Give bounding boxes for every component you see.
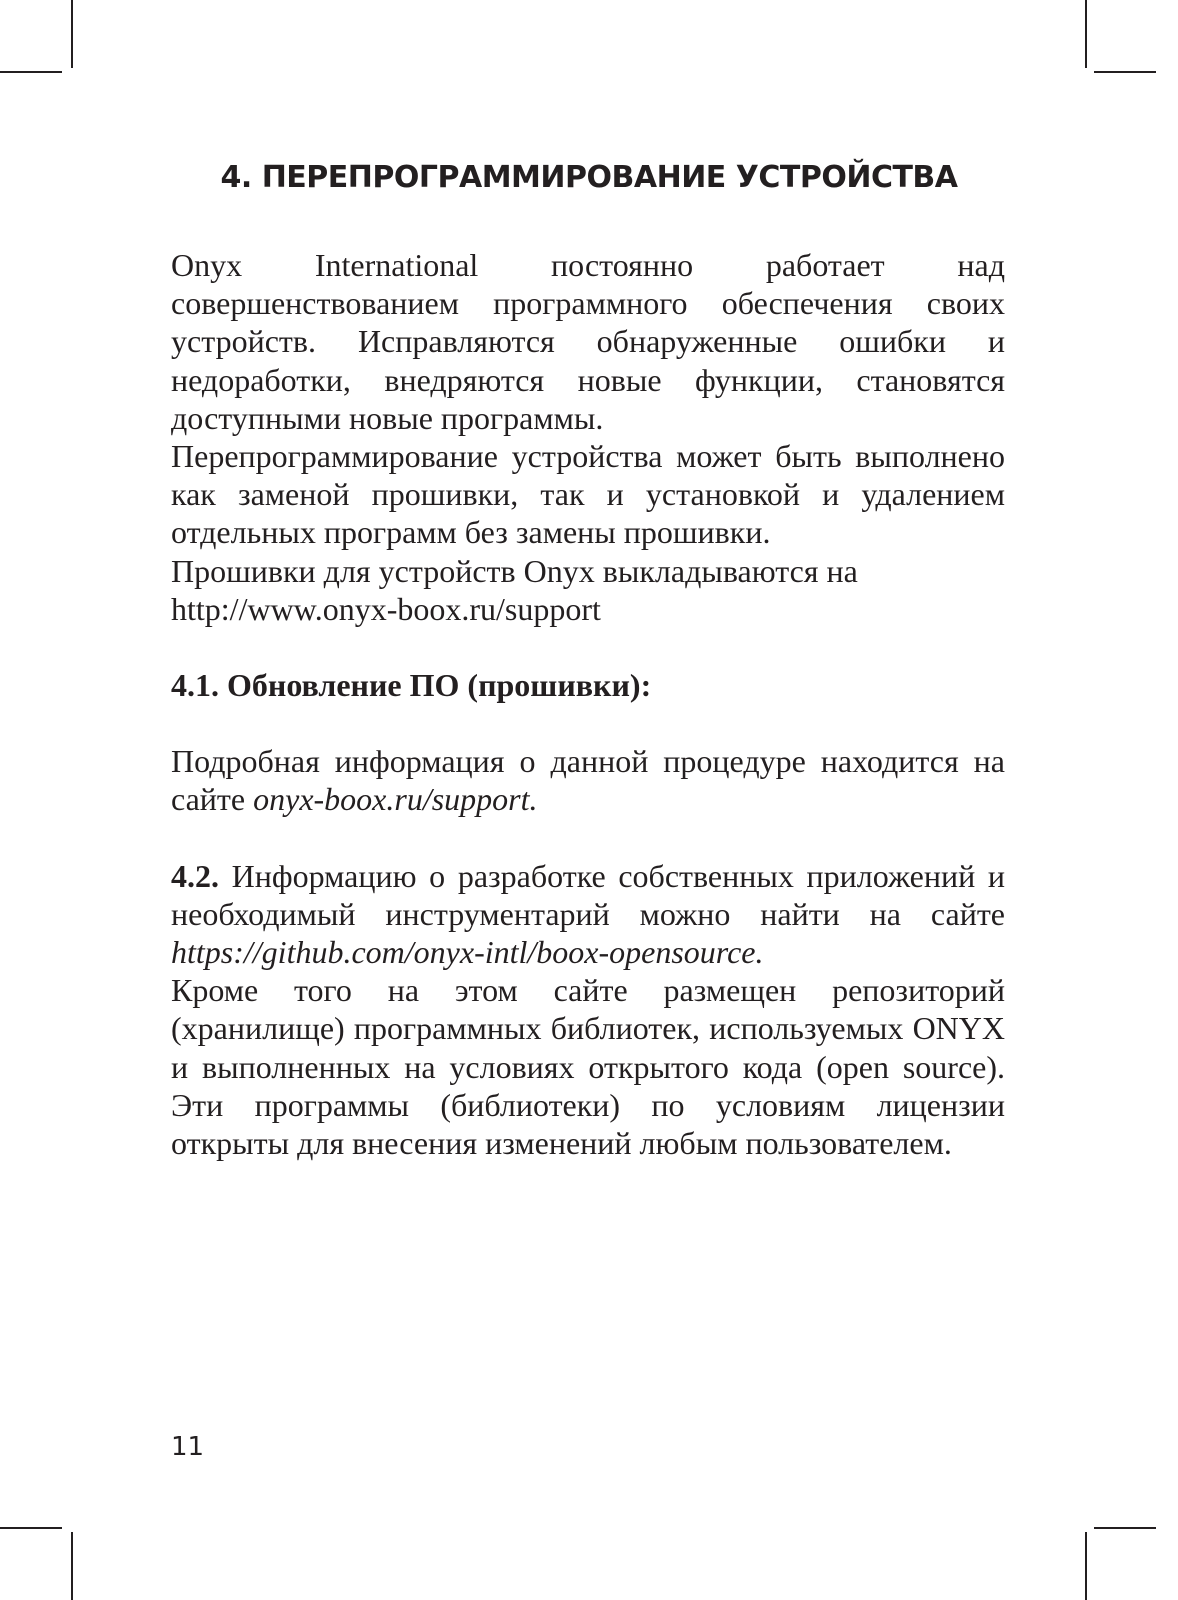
crop-mark-top-right-vertical (1085, 0, 1087, 68)
crop-mark-bottom-left-vertical (71, 1532, 73, 1600)
intro-paragraph-1: Onyx International постоянно работает над совершенствованием программного обеспечения своих устройств. Исправляются обнаруженные ошибки и недоработки, внедряются новые функции, становятся доступными новые программы. (171, 247, 1005, 436)
crop-mark-bottom-right-vertical (1085, 1532, 1087, 1600)
intro-paragraph-2: Перепрограммирование устройства может быть выполнено как заменой прошивки, так и установкой и удалением отдельных программ без замены прошивки. (171, 438, 1005, 551)
section-4-1-paragraph (171, 742, 1005, 818)
section-4-1-text: Подробная информация о данной процедуре находится на сайте (171, 743, 1005, 818)
support-url: http://www.onyx-boox.ru/support (171, 590, 601, 627)
section-4-1-link: onyx-boox.ru/support. (253, 781, 538, 818)
spacer (171, 628, 1005, 666)
crop-mark-top-left-vertical (71, 0, 73, 68)
page-title: 4. ПЕРЕПРОГРАММИРОВАНИЕ УСТРОЙСТВА (220, 160, 958, 195)
spacer (171, 819, 1005, 857)
section-4-2-text: Информацию о разработке собственных приложений и необходимый инструментарий можно найти на сайте (171, 857, 1006, 932)
spacer (171, 704, 1005, 742)
section-4-2-link: https://github.com/onyx-intl/boox-opensource. (171, 934, 764, 971)
section-4-2-paragraph-1 (171, 857, 1005, 972)
section-4-2-paragraph-2: Кроме того на этом сайте размещен репозиторий (хранилище) программных библиотек, используемых ONYX и выполненных на условиях открытого кода (open source). Эти программы (библиотеки) по условиям лицензии открыты для внесения изменений любым пользователем. (171, 972, 1005, 1162)
document-body (171, 246, 1005, 1162)
intro-paragraph-3: Прошивки для устройств Onyx выкладываются на (171, 552, 858, 589)
page-number: 11 (171, 1432, 205, 1462)
crop-mark-bottom-left-horizontal (0, 1527, 62, 1529)
section-4-2-number: 4.2. (171, 857, 219, 894)
crop-mark-top-left-horizontal (0, 71, 62, 73)
crop-mark-top-right-horizontal (1094, 71, 1156, 73)
section-4-1-heading: 4.1. Обновление ПО (прошивки): (171, 667, 652, 704)
crop-mark-bottom-right-horizontal (1094, 1527, 1156, 1529)
